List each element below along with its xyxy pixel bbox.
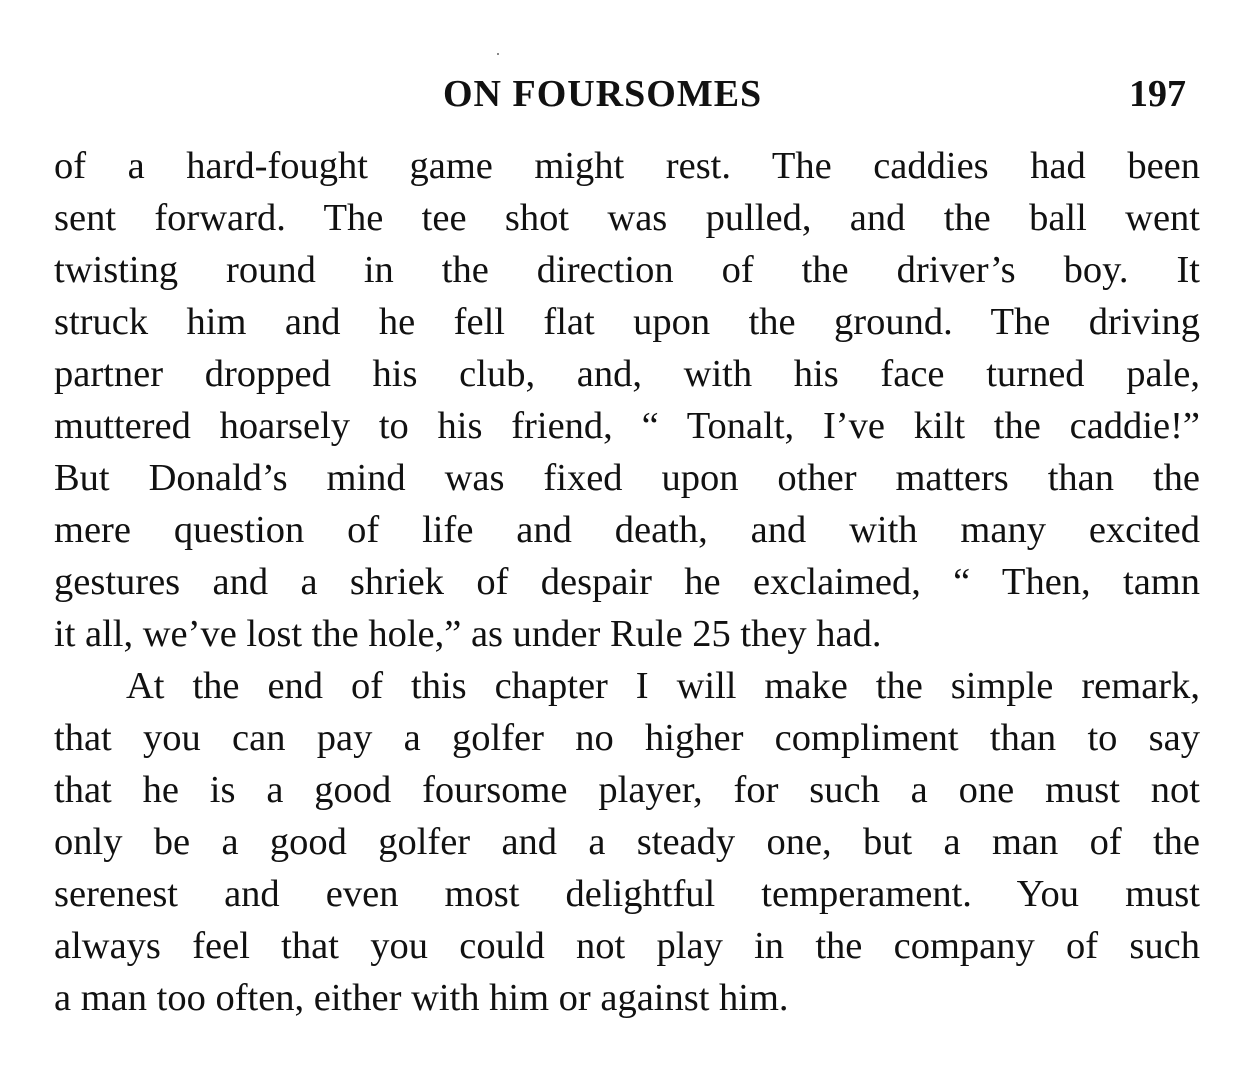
text-line: twisting round in the direction of the driver’s boy. It <box>54 249 1200 291</box>
text-line: partner dropped his club, and, with his face turned pale, <box>54 353 1200 395</box>
text-line: muttered hoarsely to his friend, “ Tonalt, I’ve kilt the caddie!” <box>54 405 1200 447</box>
text-line: But Donald’s mind was fixed upon other matters than the <box>54 457 1200 499</box>
text-line: a man too often, either with him or against him. <box>54 977 789 1019</box>
body-text <box>54 140 1200 1024</box>
text-line: that he is a good foursome player, for such a one must not <box>54 769 1200 811</box>
text-line: sent forward. The tee shot was pulled, and the ball went <box>54 197 1200 239</box>
text-line: that you can pay a golfer no higher compliment than to say <box>54 717 1200 759</box>
text-line: of a hard-fought game might rest. The caddies had been <box>54 145 1200 187</box>
text-line: serenest and even most delightful temperament. You must <box>54 873 1200 915</box>
text-line: struck him and he fell flat upon the ground. The driving <box>54 301 1200 343</box>
speck-mark <box>497 53 499 55</box>
text-line: only be a good golfer and a steady one, but a man of the <box>54 821 1200 863</box>
text-line: it all, we’ve lost the hole,” as under Rule 25 they had. <box>54 613 882 655</box>
paragraph-2 <box>54 660 1200 1024</box>
text-line: At the end of this chapter I will make the simple remark, <box>126 665 1200 707</box>
text-line: always feel that you could not play in the company of such <box>54 925 1200 967</box>
page-header <box>0 66 1239 116</box>
running-head: ON FOURSOMES <box>443 73 763 115</box>
text-line: mere question of life and death, and with many excited <box>54 509 1200 551</box>
page-number: 197 <box>1129 73 1186 115</box>
paragraph-1 <box>54 140 1200 660</box>
text-line: gestures and a shriek of despair he exclaimed, “ Then, tamn <box>54 561 1200 603</box>
